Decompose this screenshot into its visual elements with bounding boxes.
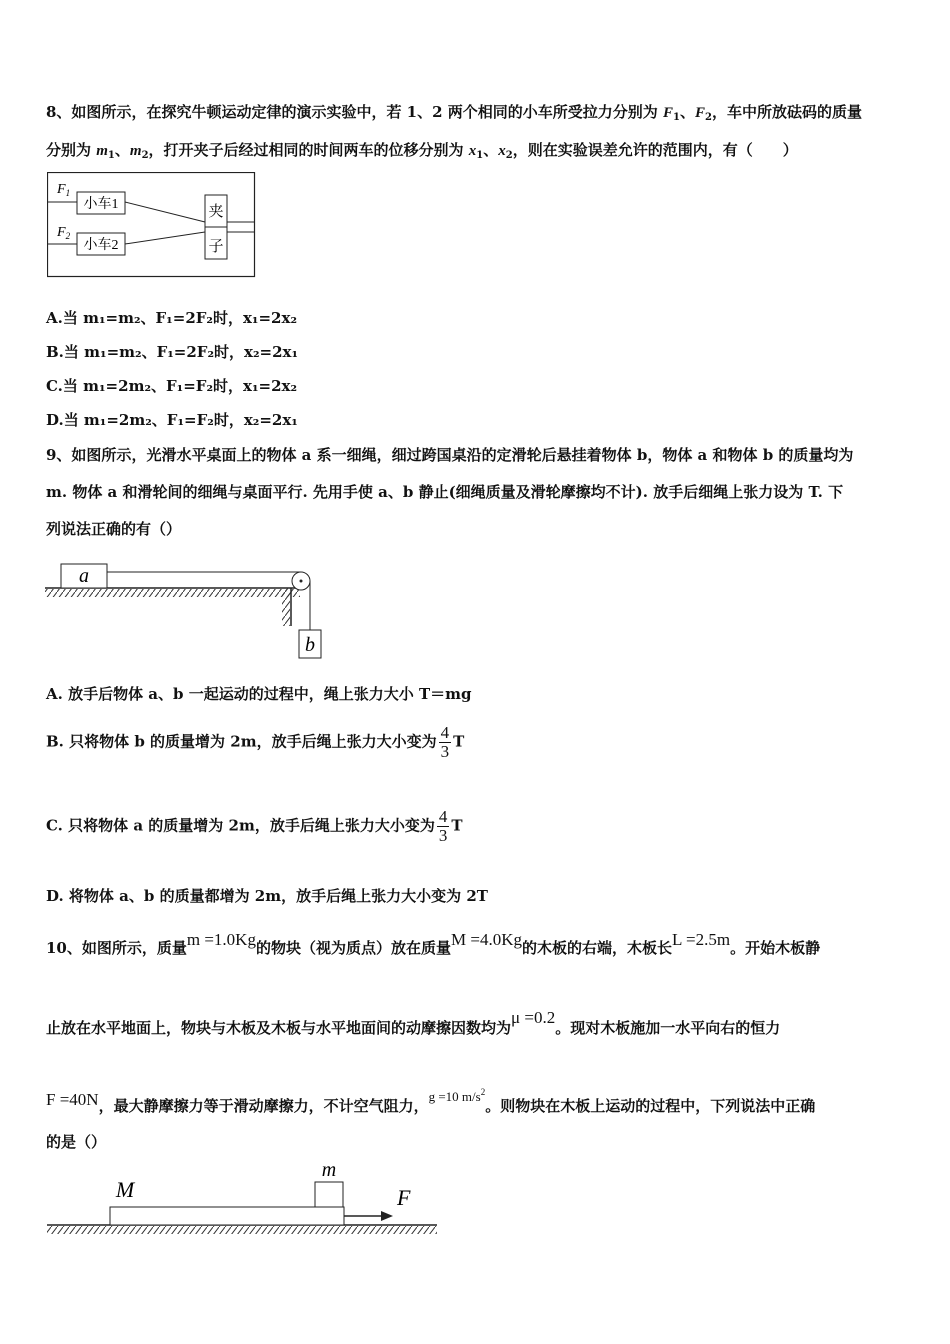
q8-clip-top: 夹 (208, 204, 224, 220)
q9-option-d: D. 将物体 a、b 的质量都增为 2m，放手后绳上张力大小变为 2T (46, 887, 488, 905)
q9-label-a: a (79, 565, 89, 587)
q8-option-b: B.当 m₁=m₂、F₁=2F₂时，x₂=2x₁ (46, 343, 299, 361)
q8-label-f2: $F_2$ (57, 225, 71, 241)
q9-option-c-fraction: $\frac{4}{3}$ (438, 807, 448, 845)
q9-option-b-fraction: $\frac{4}{3}$ (440, 723, 450, 761)
q9-label-b: b (305, 634, 315, 656)
q10-block (315, 1182, 343, 1207)
q10-label-F: F (397, 1185, 411, 1210)
q8-option-d: D.当 m₁=2m₂、F₁=F₂时，x₂=2x₁ (46, 411, 298, 429)
q8-stem-line2: 分别为 $m_1$、$m_2$，打开夹子后经过相同的时间两车的位移分别为 $x_1$、$x_2$，则在实验误差允许的范围内，有（ ） (46, 141, 798, 161)
q8-option-a: A.当 m₁=m₂、F₁=2F₂时，x₁=2x₂ (46, 309, 298, 327)
q9-stem-line1: 9、如图所示，光滑水平桌面上的物体 a 系一细绳，细过跨国桌沿的定滑轮后悬挂着物体 b，物体 a 和物体 b 的质量均为 (46, 446, 854, 464)
q8-car2-label: 小车2 (83, 238, 119, 253)
q10-label-M: M (115, 1177, 135, 1202)
q10-stem-line4: 的是（） (46, 1133, 107, 1151)
q9-stem-line3: 列说法正确的有（） (46, 520, 182, 538)
q10-ground-hatch (47, 1226, 437, 1234)
q9-option-a: A. 放手后物体 a、b 一起运动的过程中，绳上张力大小 T＝mg (46, 685, 472, 703)
q8-label-f1: $F_1$ (57, 182, 71, 198)
q10-label-m: m (321, 1159, 337, 1181)
q8-stem-line1: 8、如图所示，在探究牛顿运动定律的演示实验中，若 1、2 两个相同的小车所受拉力分别为 $F_1$、$F_2$，车中所放砝码的质量 (46, 103, 862, 123)
q8-option-c: C.当 m₁=2m₂、F₁=F₂时，x₁=2x₂ (46, 377, 298, 395)
q8-clip-bottom: 子 (208, 239, 224, 255)
q8-string-1 (125, 202, 205, 222)
q9-stem-line2: m. 物体 a 和滑轮间的细绳与桌面平行. 先用手使 a、b 静止(细绳质量及滑轮摩擦均不计). 放手后细绳上张力设为 T. 下 (46, 483, 844, 501)
q9-option-b: B. 只将物体 b 的质量增为 2m，放手后绳上张力大小变为 $\frac{4}{3}$ T (46, 723, 465, 761)
q10-stem-line3: F =40N，最大静摩擦力等于滑动摩擦力，不计空气阻力，g =10 $m/s^2$。则物块在木板上运动的过程中，下列说法中正确 (46, 1087, 816, 1115)
q10-board (110, 1207, 344, 1225)
q8-string-2 (125, 232, 205, 244)
q9-figure (45, 560, 325, 662)
q9-option-c: C. 只将物体 a 的质量增为 2m，放手后绳上张力大小变为 $\frac{4}{3}$ T (46, 807, 463, 845)
q10-stem-line1: 10、如图所示，质量m =1.0Kg的物块（视为质点）放在质量M =4.0Kg的木板的右端，木板长L =2.5m。开始木板静 (46, 930, 821, 957)
q8-figure (47, 172, 257, 278)
q9-table-hatch (45, 589, 300, 597)
q10-stem-line2: 止放在水平地面上，物块与木板及木板与水平地面间的动摩擦因数均为μ =0.2。现对木板施加一水平向右的恒力 (46, 1008, 781, 1037)
q8-car1-label: 小车1 (83, 197, 119, 212)
q10-figure (45, 1155, 445, 1237)
